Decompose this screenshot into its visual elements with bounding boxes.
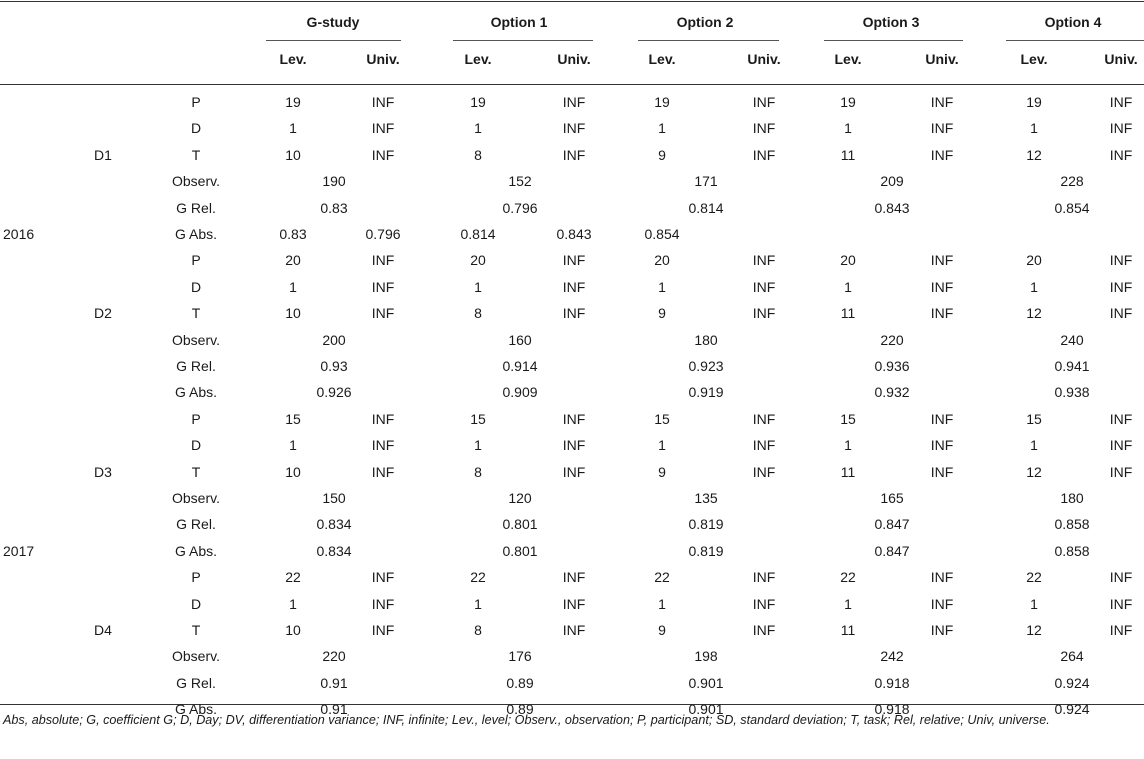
table-cell: INF <box>752 437 776 453</box>
table-cell: INF <box>930 596 954 612</box>
table-cell: INF <box>930 305 954 321</box>
table-cell: INF <box>371 596 395 612</box>
table-cell: 198 <box>694 648 718 664</box>
table-cell: INF <box>752 596 776 612</box>
table-cell: INF <box>371 464 395 480</box>
table-cell: INF <box>930 622 954 638</box>
sub-header: Lev. <box>464 51 492 67</box>
table-cell: INF <box>1109 596 1133 612</box>
table-cell: 0.858 <box>1054 543 1090 559</box>
table-cell: 220 <box>322 648 346 664</box>
table-cell: 0.796 <box>502 200 538 216</box>
table-cell: 11 <box>840 147 856 163</box>
sub-header: Univ. <box>747 51 781 67</box>
table-cell: 120 <box>508 490 532 506</box>
day-label: D3 <box>94 464 112 480</box>
table-cell: 1 <box>844 437 852 453</box>
facet-label: P <box>191 411 201 427</box>
table-cell: 10 <box>285 305 301 321</box>
table-cell: INF <box>562 411 586 427</box>
table-cell: 180 <box>1060 490 1084 506</box>
table-cell: INF <box>752 622 776 638</box>
table-cell: 152 <box>508 173 532 189</box>
sub-header: Univ. <box>366 51 400 67</box>
table-cell: INF <box>930 120 954 136</box>
table-cell: 22 <box>285 569 301 585</box>
table-cell: 1 <box>289 279 297 295</box>
table-cell: INF <box>371 252 395 268</box>
table-cell: 160 <box>508 332 532 348</box>
table-cell: 0.914 <box>502 358 538 374</box>
table-cell: 180 <box>694 332 718 348</box>
facet-label: G Abs. <box>174 701 218 717</box>
table-cell: INF <box>930 437 954 453</box>
group-header: Option 2 <box>676 14 734 30</box>
facet-label: D <box>190 120 202 136</box>
facet-label: P <box>191 569 201 585</box>
table-cell: INF <box>930 94 954 110</box>
table-cell: INF <box>562 569 586 585</box>
table-cell: INF <box>1109 279 1133 295</box>
day-label: D4 <box>94 622 112 638</box>
table-cell: 0.819 <box>688 516 724 532</box>
table-cell: INF <box>752 464 776 480</box>
table-cell: 0.93 <box>320 358 348 374</box>
table-cell: INF <box>930 147 954 163</box>
table-cell: 0.89 <box>506 701 534 717</box>
table-cell: 0.819 <box>688 543 724 559</box>
table-cell: INF <box>752 569 776 585</box>
table-cell: 1 <box>844 596 852 612</box>
table-cell: 220 <box>880 332 904 348</box>
table-cell: INF <box>562 305 586 321</box>
table-cell: 8 <box>474 622 482 638</box>
table-cell: INF <box>752 94 776 110</box>
table-cell: 171 <box>694 173 718 189</box>
table-cell: 1 <box>289 437 297 453</box>
table-cell: 1 <box>474 437 482 453</box>
table-cell: INF <box>930 411 954 427</box>
table-cell: 150 <box>322 490 346 506</box>
facet-label: G Rel. <box>176 675 216 691</box>
table-cell: 0.814 <box>688 200 724 216</box>
day-label: D1 <box>94 147 112 163</box>
table-cell: 11 <box>840 464 856 480</box>
table-cell: 22 <box>654 569 670 585</box>
sub-header: Lev. <box>648 51 676 67</box>
group-header: Option 1 <box>490 14 548 30</box>
top-rule <box>0 1 1144 2</box>
table-cell: 0.834 <box>316 543 352 559</box>
bottom-rule <box>0 704 1144 705</box>
table-cell: 20 <box>1026 252 1042 268</box>
table-cell: INF <box>562 120 586 136</box>
table-cell: 20 <box>285 252 301 268</box>
table-cell: 9 <box>658 305 666 321</box>
group-underline <box>1006 40 1144 41</box>
table-cell: 1 <box>658 279 666 295</box>
table-cell: 0.91 <box>320 675 348 691</box>
facet-label: D <box>190 437 202 453</box>
facet-label: G Abs. <box>174 226 218 242</box>
table-cell: 1 <box>1030 437 1038 453</box>
group-header: G-study <box>306 14 360 30</box>
header-rule <box>0 84 1144 85</box>
table-cell: INF <box>752 252 776 268</box>
table-cell: 0.918 <box>874 701 910 717</box>
table-cell: 15 <box>470 411 486 427</box>
table-cell: INF <box>1109 94 1133 110</box>
table-cell: 0.801 <box>502 543 538 559</box>
table-cell: 8 <box>474 305 482 321</box>
table-cell: INF <box>752 279 776 295</box>
table-cell: INF <box>562 279 586 295</box>
table-cell: INF <box>1109 569 1133 585</box>
table-cell: 0.941 <box>1054 358 1090 374</box>
table-cell: 10 <box>285 622 301 638</box>
table-cell: 1 <box>658 437 666 453</box>
table-cell: 10 <box>285 147 301 163</box>
table-cell: 0.847 <box>874 516 910 532</box>
table-cell: 0.858 <box>1054 516 1090 532</box>
table-cell: INF <box>930 569 954 585</box>
table-cell: 209 <box>880 173 904 189</box>
day-label: D2 <box>94 305 112 321</box>
table-cell: 200 <box>322 332 346 348</box>
table-cell: INF <box>562 437 586 453</box>
sub-header: Univ. <box>925 51 959 67</box>
table-cell: 0.901 <box>688 701 724 717</box>
table-cell: 0.926 <box>316 384 352 400</box>
facet-label: Observ. <box>172 490 220 506</box>
table-cell: 9 <box>658 464 666 480</box>
table-cell: INF <box>371 305 395 321</box>
table-cell: INF <box>1109 305 1133 321</box>
table-cell: INF <box>930 279 954 295</box>
facet-label: D <box>190 596 202 612</box>
group-header: Option 4 <box>1044 14 1102 30</box>
table-cell: 20 <box>470 252 486 268</box>
facet-label: Observ. <box>172 332 220 348</box>
table-cell: INF <box>1109 622 1133 638</box>
facet-label: G Rel. <box>176 358 216 374</box>
table-cell: 19 <box>1026 94 1042 110</box>
table-cell: INF <box>1109 464 1133 480</box>
table-cell: 1 <box>658 120 666 136</box>
table-cell: 264 <box>1060 648 1084 664</box>
table-cell: INF <box>1109 411 1133 427</box>
table-cell: 0.901 <box>688 675 724 691</box>
table-cell: INF <box>752 120 776 136</box>
table-cell: 11 <box>840 305 856 321</box>
table-cell: 0.83 <box>279 226 307 242</box>
facet-label: Observ. <box>172 173 220 189</box>
sub-header: Univ. <box>1104 51 1138 67</box>
table-cell: INF <box>1109 147 1133 163</box>
table-cell: 8 <box>474 147 482 163</box>
table-cell: 0.89 <box>506 675 534 691</box>
table-cell: 20 <box>654 252 670 268</box>
table-cell: 10 <box>285 464 301 480</box>
table-cell: 0.801 <box>502 516 538 532</box>
table-cell: 242 <box>880 648 904 664</box>
table-cell: 0.938 <box>1054 384 1090 400</box>
table-cell: INF <box>930 464 954 480</box>
table-cell: 1 <box>474 596 482 612</box>
table-cell: INF <box>752 305 776 321</box>
facet-label: P <box>191 252 201 268</box>
table-cell: 0.843 <box>874 200 910 216</box>
table-cell: 135 <box>694 490 718 506</box>
table-cell: 240 <box>1060 332 1084 348</box>
table-cell: 0.932 <box>874 384 910 400</box>
table-cell: INF <box>1109 120 1133 136</box>
table-cell: 0.843 <box>556 226 592 242</box>
facet-label: D <box>190 279 202 295</box>
group-header: Option 3 <box>862 14 920 30</box>
table-cell: 1 <box>1030 596 1038 612</box>
table-cell: 22 <box>470 569 486 585</box>
table-cell: 15 <box>654 411 670 427</box>
table-cell: INF <box>371 622 395 638</box>
table-cell: 9 <box>658 622 666 638</box>
table-cell: 0.854 <box>1054 200 1090 216</box>
table-cell: 0.796 <box>365 226 401 242</box>
table-cell: INF <box>562 464 586 480</box>
group-underline <box>638 40 779 41</box>
sub-header: Lev. <box>279 51 307 67</box>
facet-label: T <box>191 464 201 480</box>
table-cell: 1 <box>474 120 482 136</box>
facet-label: G Rel. <box>176 516 216 532</box>
table-cell: 0.918 <box>874 675 910 691</box>
table-cell: INF <box>1109 437 1133 453</box>
table-cell: 22 <box>840 569 856 585</box>
table-cell: 1 <box>844 279 852 295</box>
group-underline <box>266 40 401 41</box>
facet-label: Observ. <box>172 648 220 664</box>
sub-header: Lev. <box>834 51 862 67</box>
table-cell: INF <box>930 252 954 268</box>
table-cell: 0.91 <box>320 701 348 717</box>
table-cell: 0.919 <box>688 384 724 400</box>
table-cell: 19 <box>654 94 670 110</box>
facet-label: T <box>191 305 201 321</box>
table-cell: 12 <box>1026 305 1042 321</box>
table-cell: INF <box>371 279 395 295</box>
table-cell: INF <box>371 94 395 110</box>
table-cell: 0.83 <box>320 200 348 216</box>
table-cell: 0.923 <box>688 358 724 374</box>
table-cell: 12 <box>1026 147 1042 163</box>
table-cell: 1 <box>1030 279 1038 295</box>
table-cell: 15 <box>1026 411 1042 427</box>
table-cell: 12 <box>1026 622 1042 638</box>
group-underline <box>453 40 593 41</box>
table-cell: 9 <box>658 147 666 163</box>
table-cell: 228 <box>1060 173 1084 189</box>
table-cell: 0.924 <box>1054 675 1090 691</box>
year-label: 2016 <box>3 226 35 242</box>
table-cell: 1 <box>844 120 852 136</box>
table-cell: 190 <box>322 173 346 189</box>
table-cell: 19 <box>470 94 486 110</box>
table-cell: INF <box>371 120 395 136</box>
facet-label: P <box>191 94 201 110</box>
table-cell: 0.936 <box>874 358 910 374</box>
table-cell: 1 <box>658 596 666 612</box>
table-cell: 176 <box>508 648 532 664</box>
table-cell: 1 <box>474 279 482 295</box>
table-cell: INF <box>562 252 586 268</box>
table-cell: 0.854 <box>644 226 680 242</box>
table-cell: 8 <box>474 464 482 480</box>
table-cell: 12 <box>1026 464 1042 480</box>
facet-label: G Abs. <box>174 384 218 400</box>
table-cell: INF <box>371 411 395 427</box>
group-underline <box>824 40 963 41</box>
table-cell: INF <box>1109 252 1133 268</box>
table-cell: INF <box>752 411 776 427</box>
table-footnote: Abs, absolute; G, coefficient G; D, Day; DV, differentiation variance; INF, infinite; Lev., level; Observ., observation; P, participant; SD, standard deviation; T, task; Rel, relative; Univ, universe. <box>3 713 1050 727</box>
sub-header: Univ. <box>557 51 591 67</box>
table-cell: INF <box>562 596 586 612</box>
table-cell: 0.909 <box>502 384 538 400</box>
table-cell: INF <box>371 569 395 585</box>
facet-label: G Rel. <box>176 200 216 216</box>
table-cell: 19 <box>285 94 301 110</box>
table-cell: 19 <box>840 94 856 110</box>
table-cell: INF <box>752 147 776 163</box>
table-cell: INF <box>562 94 586 110</box>
table-cell: 1 <box>289 120 297 136</box>
table-cell: 15 <box>840 411 856 427</box>
table-cell: 11 <box>840 622 856 638</box>
year-label: 2017 <box>3 543 35 559</box>
table-cell: 1 <box>1030 120 1038 136</box>
table-cell: 0.847 <box>874 543 910 559</box>
sub-header: Lev. <box>1020 51 1048 67</box>
facet-label: T <box>191 622 201 638</box>
table-cell: 22 <box>1026 569 1042 585</box>
table-cell: 0.924 <box>1054 701 1090 717</box>
table-cell: 15 <box>285 411 301 427</box>
table-cell: INF <box>371 147 395 163</box>
table-cell: 0.834 <box>316 516 352 532</box>
table-cell: 0.814 <box>460 226 496 242</box>
table-cell: INF <box>562 147 586 163</box>
facet-label: T <box>191 147 201 163</box>
table-cell: 20 <box>840 252 856 268</box>
table-cell: INF <box>562 622 586 638</box>
table-cell: 1 <box>289 596 297 612</box>
facet-label: G Abs. <box>174 543 218 559</box>
table-cell: INF <box>371 437 395 453</box>
table-cell: 165 <box>880 490 904 506</box>
